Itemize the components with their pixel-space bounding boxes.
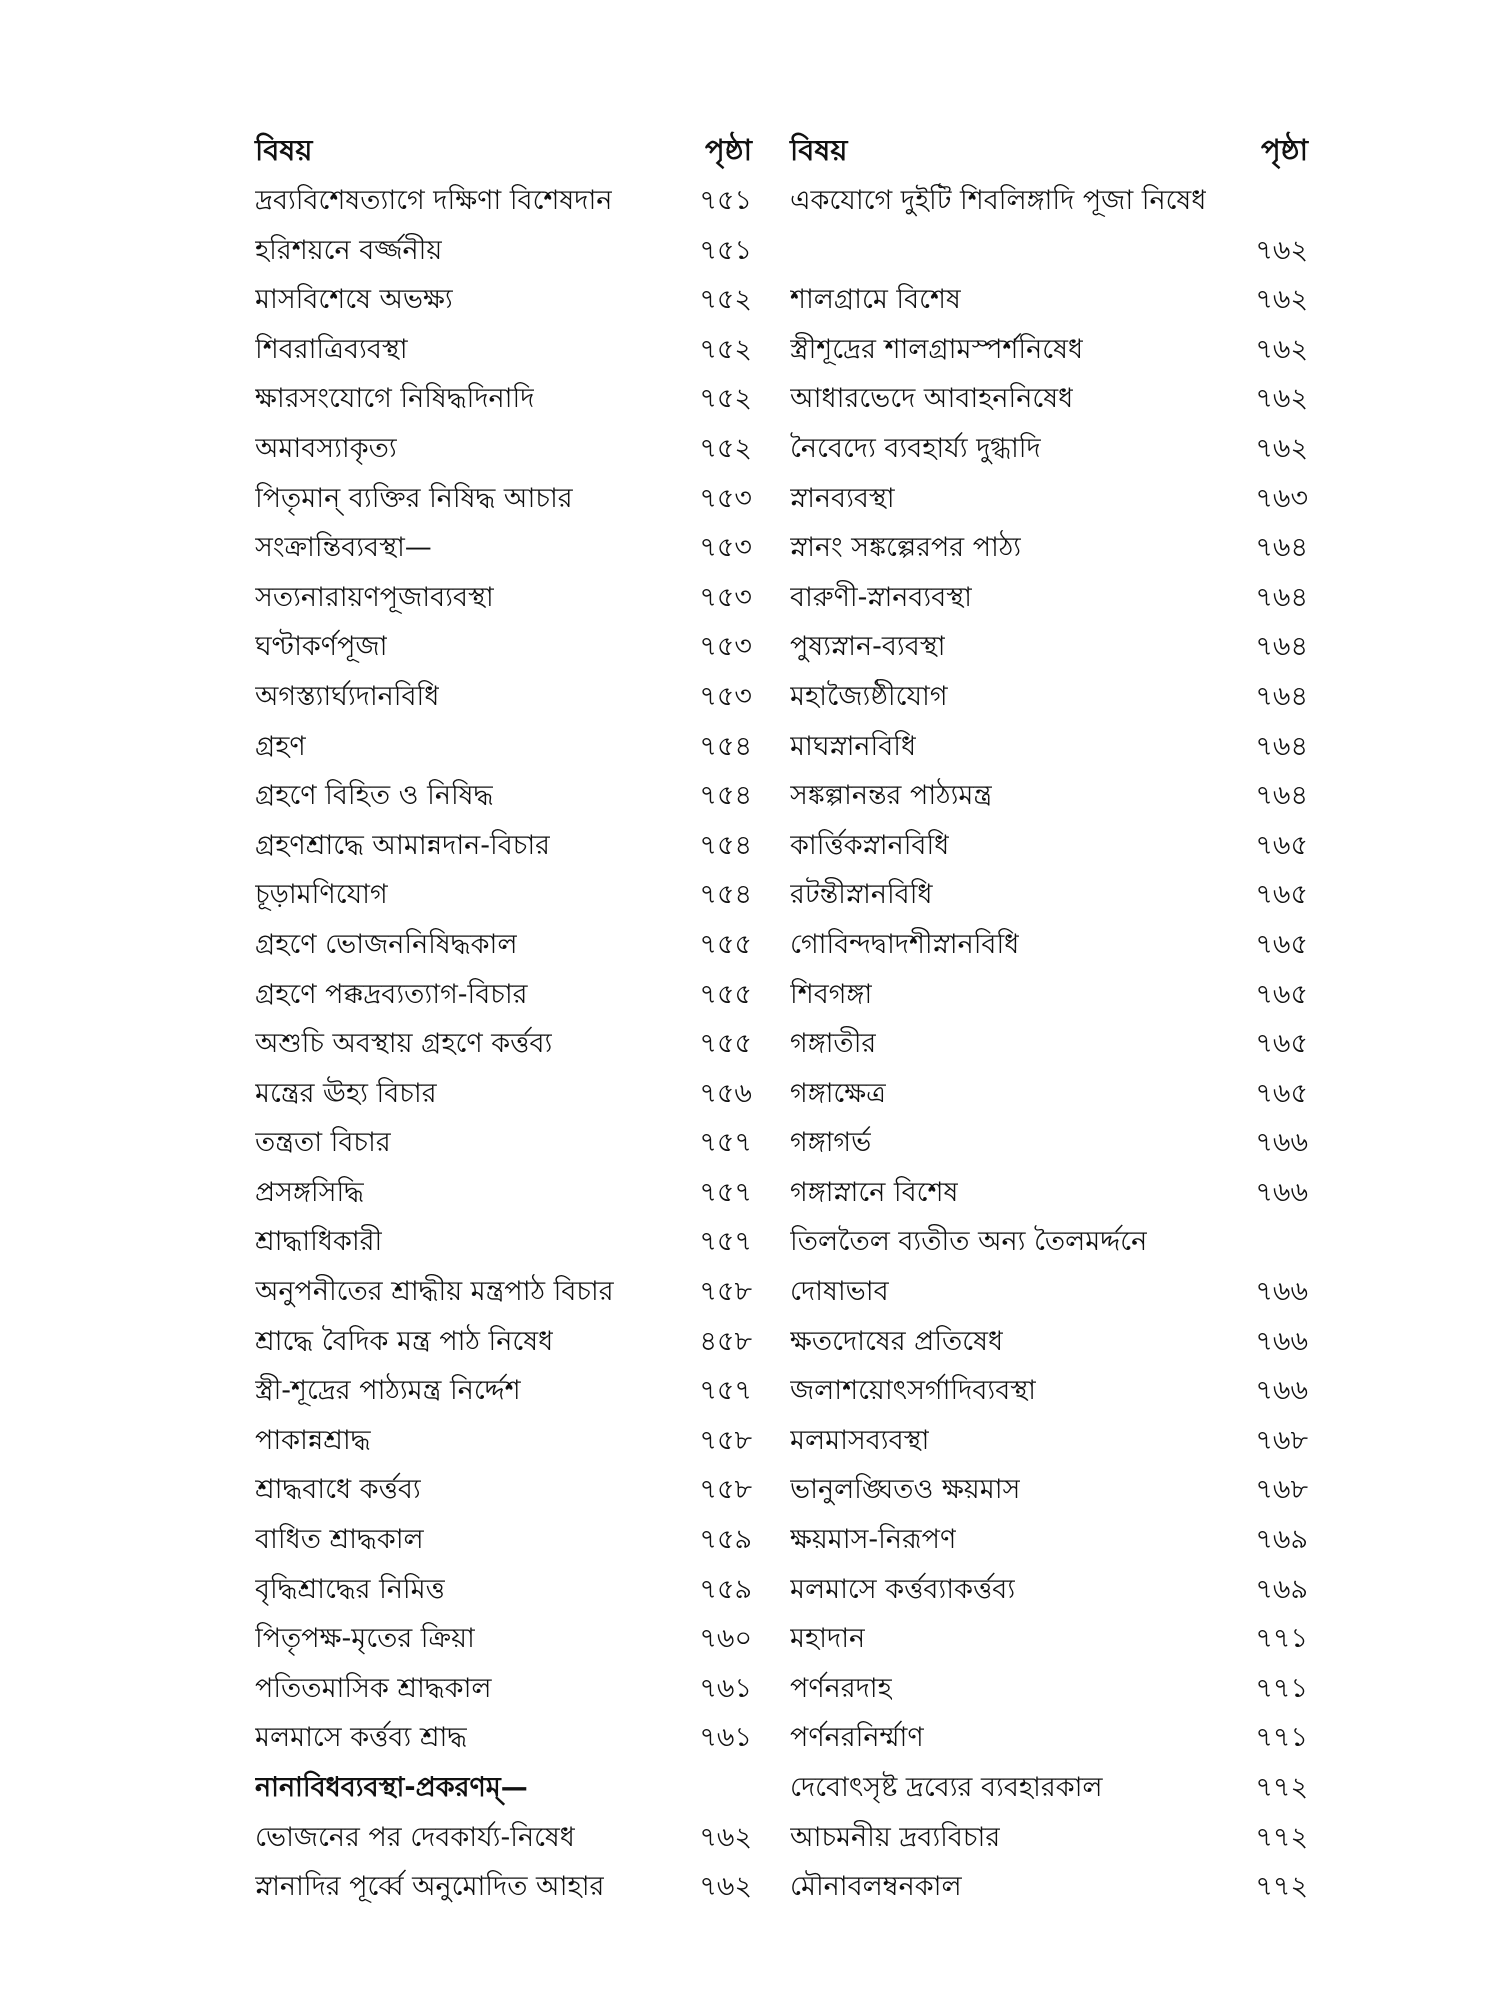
index-entry xyxy=(790,622,1308,672)
entry-topic: স্ত্রী-শূদ্রের পাঠ্যমন্ত্র নির্দ্দেশ xyxy=(255,1375,521,1407)
entry-topic: হরিশয়নে বর্জ্জনীয় xyxy=(255,234,443,266)
entry-page-number: ৭৫২ xyxy=(699,284,752,316)
entry-page-number: ৭৫৭ xyxy=(699,1176,752,1208)
left-column-header xyxy=(255,128,752,176)
index-entry xyxy=(790,226,1308,276)
entry-topic: প্রসঙ্গসিদ্ধি xyxy=(255,1176,364,1208)
entry-page-number: ৭৬৪ xyxy=(1255,631,1308,663)
entry-topic: দেবোৎসৃষ্ট দ্রব্যের ব্যবহারকাল xyxy=(790,1772,1103,1803)
index-entry xyxy=(790,1217,1308,1267)
index-entry xyxy=(255,1416,752,1466)
entry-topic: শালগ্রামে বিশেষ xyxy=(790,284,961,316)
entry-topic: অশুচি অবস্থায় গ্রহণে কর্ত্তব্য xyxy=(255,1028,553,1060)
entry-page-number: ৭৭১ xyxy=(1255,1722,1308,1754)
entry-topic: গঙ্গাস্নানে বিশেষ xyxy=(790,1176,959,1208)
entry-topic: শিবরাত্রিব্যবস্থা xyxy=(255,333,408,365)
index-entry xyxy=(790,1267,1308,1317)
entry-topic: জলাশয়োৎসর্গাদিব্যবস্থা xyxy=(790,1375,1036,1407)
right-entry-list xyxy=(790,176,1308,1912)
entry-topic: ক্ষারসংযোগে নিষিদ্ধদিনাদি xyxy=(255,383,535,415)
entry-topic: গ্রহণ xyxy=(255,730,306,762)
entry-topic: স্নানং সঙ্কল্পেরপর পাঠ্য xyxy=(790,532,1022,564)
entry-topic: গঙ্গাক্ষেত্র xyxy=(790,1077,886,1109)
index-entry xyxy=(790,771,1308,821)
entry-page-number: ৭৫৯ xyxy=(699,1524,752,1556)
entry-topic: পিতৃপক্ষ-মৃতের ক্রিয়া xyxy=(255,1623,475,1655)
entry-topic: শ্রাদ্ধবাধে কর্ত্তব্য xyxy=(255,1474,421,1506)
index-entry xyxy=(255,1614,752,1664)
entry-topic: মহাজ্যৈষ্ঠীযোগ xyxy=(790,680,948,712)
index-entry xyxy=(790,374,1308,424)
entry-page-number: ৭৫১ xyxy=(699,185,752,216)
entry-topic: নৈবেদ্যে ব্যবহার্য্য দুগ্ধাদি xyxy=(790,432,1041,464)
entry-topic: মাসবিশেষে অভক্ষ্য xyxy=(255,284,453,316)
entry-topic: ভানুলঙ্ঘিতও ক্ষয়মাস xyxy=(790,1474,1021,1506)
entry-page-number: ৭৫৭ xyxy=(699,1226,752,1258)
entry-page-number: ৭৬৪ xyxy=(1255,532,1308,564)
index-entry xyxy=(790,970,1308,1020)
entry-page-number: ৭৫৩ xyxy=(699,631,752,663)
entry-topic: গোবিন্দদ্বাদশীস্নানবিধি xyxy=(790,928,1020,960)
entry-page-number: ৭৬১ xyxy=(699,1722,752,1754)
entry-topic: মলমাসে কর্ত্তব্যাকর্ত্তব্য xyxy=(790,1573,1016,1605)
index-entry xyxy=(790,1862,1308,1912)
index-entry xyxy=(790,1019,1308,1069)
index-entry xyxy=(255,1515,752,1565)
entry-topic: ভোজনের পর দেবকার্য্য-নিষেধ xyxy=(255,1821,575,1853)
entry-topic: গ্রহণে ভোজননিষিদ্ধকাল xyxy=(255,928,518,960)
entry-page-number: ৭৬৪ xyxy=(1255,581,1308,613)
entry-topic: গঙ্গাতীর xyxy=(790,1028,877,1060)
section-heading xyxy=(255,1763,752,1813)
entry-topic: দ্রব্যবিশেষত্যাগে দক্ষিণা বিশেষদান xyxy=(255,185,613,216)
entry-page-number: ৭৬৫ xyxy=(1255,1028,1308,1060)
entry-page-number: ৭৬৫ xyxy=(1255,829,1308,861)
index-entry xyxy=(790,672,1308,722)
right-column-header xyxy=(790,128,1308,176)
entry-topic: শিবগঙ্গা xyxy=(790,978,873,1010)
entry-page-number: ৭৫২ xyxy=(699,432,752,464)
entry-topic: সত্যনারায়ণপূজাব্যবস্থা xyxy=(255,581,494,613)
entry-page-number: ৭৫৪ xyxy=(699,829,752,861)
entry-page-number: ৭৫৮ xyxy=(699,1424,752,1456)
entry-page-number: ৭৭২ xyxy=(1255,1871,1308,1903)
entry-page-number: ৭৫৩ xyxy=(699,680,752,712)
entry-page-number: ৭৭২ xyxy=(1255,1772,1308,1803)
entry-topic: মন্ত্রের ঊহ্য বিচার xyxy=(255,1077,437,1109)
index-entry xyxy=(255,226,752,276)
index-entry xyxy=(255,1713,752,1763)
index-entry xyxy=(790,1168,1308,1218)
entry-topic: আধারভেদে আবাহননিষেধ xyxy=(790,383,1074,415)
entry-page-number: ৭৬৯ xyxy=(1255,1573,1308,1605)
entry-topic: মহাদান xyxy=(790,1623,866,1655)
entry-page-number: ৭৫৪ xyxy=(699,879,752,911)
entry-page-number: ৭৬২ xyxy=(699,1821,752,1853)
entry-page-number: ৭৫৭ xyxy=(699,1375,752,1407)
entry-topic: স্নানব্যবস্থা xyxy=(790,482,895,514)
entry-topic: পাকান্নশ্রাদ্ধ xyxy=(255,1424,371,1456)
index-entry xyxy=(790,523,1308,573)
index-entry xyxy=(790,275,1308,325)
entry-topic: বারুণী-স্নানব্যবস্থা xyxy=(790,581,972,613)
entry-topic: মলমাসব্যবস্থা xyxy=(790,1424,930,1456)
entry-topic: বাধিত শ্রাদ্ধকাল xyxy=(255,1524,424,1556)
index-entry xyxy=(790,920,1308,970)
entry-page-number: ৭৬৬ xyxy=(1255,1176,1308,1208)
entry-page-number: ৭৬৪ xyxy=(1255,680,1308,712)
entry-page-number: ৭৬১ xyxy=(699,1672,752,1704)
topic-header: বিষয় xyxy=(255,133,313,167)
entry-page-number: ৭৬৫ xyxy=(1255,928,1308,960)
index-entry xyxy=(255,275,752,325)
entry-topic: তিলতৈল ব্যতীত অন্য তৈলমর্দ্দনে xyxy=(790,1226,1148,1258)
index-entry xyxy=(255,1267,752,1317)
entry-page-number: ৭৫৯ xyxy=(699,1573,752,1605)
entry-page-number: ৭৫৪ xyxy=(699,730,752,762)
entry-topic: গ্রহণশ্রাদ্ধে আমান্নদান-বিচার xyxy=(255,829,551,861)
index-entry xyxy=(790,1416,1308,1466)
entry-topic: তন্ত্রতা বিচার xyxy=(255,1127,391,1159)
entry-page-number: ৭৫৫ xyxy=(699,1028,752,1060)
index-entry xyxy=(790,1565,1308,1615)
entry-page-number: ৪৫৮ xyxy=(699,1325,752,1357)
entry-page-number: ৭৬৬ xyxy=(1255,1325,1308,1357)
index-entry xyxy=(790,573,1308,623)
entry-topic: স্ত্রীশূদ্রের শালগ্রামস্পর্শনিষেধ xyxy=(790,333,1084,365)
entry-page-number: ৭৬২ xyxy=(1255,234,1308,266)
index-entry xyxy=(790,1317,1308,1367)
entry-page-number: ৭৬৮ xyxy=(1255,1424,1308,1456)
index-entry xyxy=(255,1069,752,1119)
entry-topic: শ্রাদ্ধাধিকারী xyxy=(255,1226,383,1258)
index-entry xyxy=(790,1763,1308,1813)
index-entry xyxy=(255,374,752,424)
entry-page-number: ৭৬২ xyxy=(1255,432,1308,464)
index-entry xyxy=(255,573,752,623)
entry-page-number: ৭৫৭ xyxy=(699,1127,752,1159)
entry-topic: ক্ষতদোষের প্রতিষেধ xyxy=(790,1325,1004,1357)
index-entry xyxy=(790,1366,1308,1416)
entry-page-number: ৭৫৫ xyxy=(699,928,752,960)
entry-topic: আচমনীয় দ্রব্যবিচার xyxy=(790,1821,1001,1853)
index-entry xyxy=(790,1813,1308,1863)
entry-page-number: ৭৬২ xyxy=(699,1871,752,1903)
entry-topic: গ্রহণে বিহিত ও নিষিদ্ধ xyxy=(255,780,494,812)
entry-topic: পিতৃমান্ ব্যক্তির নিষিদ্ধ আচার xyxy=(255,482,573,514)
index-entry xyxy=(255,1366,752,1416)
index-entry xyxy=(255,1813,752,1863)
entry-topic: কার্ত্তিকস্নানবিধি xyxy=(790,829,950,861)
entry-topic: সংক্রান্তিব্যবস্থা— xyxy=(255,532,432,564)
entry-topic: মৌনাবলম্বনকাল xyxy=(790,1871,962,1903)
left-entry-list xyxy=(255,176,752,1912)
index-entry xyxy=(255,1664,752,1714)
entry-page-number: ৭৬৫ xyxy=(1255,879,1308,911)
entry-page-number: ৭৬৩ xyxy=(1255,482,1308,514)
entry-topic: মাঘস্নানবিধি xyxy=(790,730,917,762)
entry-page-number: ৭৬২ xyxy=(1255,333,1308,365)
index-entry xyxy=(790,821,1308,871)
index-entry xyxy=(255,1217,752,1267)
entry-topic: ক্ষয়মাস-নিরূপণ xyxy=(790,1524,957,1556)
index-entry xyxy=(255,325,752,375)
index-entry xyxy=(790,474,1308,524)
entry-page-number: ৭৬৫ xyxy=(1255,978,1308,1010)
entry-page-number: ৭৬৯ xyxy=(1255,1524,1308,1556)
entry-page-number: ৭৫৩ xyxy=(699,581,752,613)
entry-topic: রটন্তীস্নানবিধি xyxy=(790,879,933,911)
entry-topic: গঙ্গাগর্ভ xyxy=(790,1127,872,1159)
index-entry xyxy=(790,1664,1308,1714)
index-entry xyxy=(255,1565,752,1615)
index-entry xyxy=(790,870,1308,920)
left-column xyxy=(255,128,752,1912)
index-entry xyxy=(255,176,752,226)
index-entry xyxy=(255,474,752,524)
entry-page-number: ৭৬৬ xyxy=(1255,1276,1308,1308)
index-entry xyxy=(790,1069,1308,1119)
entry-page-number: ৭৬৬ xyxy=(1255,1127,1308,1159)
entry-page-number: ৭৬৪ xyxy=(1255,730,1308,762)
entry-topic: অনুপনীতের শ্রাদ্ধীয় মন্ত্রপাঠ বিচার xyxy=(255,1276,614,1308)
entry-topic: স্নানাদির পূর্ব্বে অনুমোদিত আহার xyxy=(255,1871,605,1903)
entry-page-number: ৭৬৬ xyxy=(1255,1375,1308,1407)
topic-header: বিষয় xyxy=(790,133,848,167)
entry-topic: গ্রহণে পক্কদ্রব্যত্যাগ-বিচার xyxy=(255,978,528,1010)
index-entry xyxy=(790,1614,1308,1664)
entry-page-number: ৭৫৩ xyxy=(699,532,752,564)
entry-topic: অমাবস্যাকৃত্য xyxy=(255,432,397,464)
index-entry xyxy=(255,1317,752,1367)
index-entry xyxy=(790,424,1308,474)
index-entry xyxy=(790,176,1308,226)
entry-topic: বৃদ্ধিশ্রাদ্ধের নিমিত্ত xyxy=(255,1573,445,1605)
right-column xyxy=(790,128,1308,1912)
index-entry xyxy=(790,1465,1308,1515)
entry-page-number: ৭৬০ xyxy=(699,1623,752,1655)
index-entry xyxy=(790,1118,1308,1168)
index-entry xyxy=(255,672,752,722)
index-entry xyxy=(255,622,752,672)
entry-page-number: ৭৬৫ xyxy=(1255,1077,1308,1109)
entry-topic: ঘণ্টাকর্ণপূজা xyxy=(255,631,388,663)
entry-page-number: ৭৫৬ xyxy=(699,1077,752,1109)
index-entry xyxy=(255,1168,752,1218)
entry-topic: পর্ণনরনির্ম্মাণ xyxy=(790,1722,924,1754)
entry-topic: পতিতমাসিক শ্রাদ্ধকাল xyxy=(255,1672,492,1704)
index-entry xyxy=(255,970,752,1020)
entry-page-number: ৭৭১ xyxy=(1255,1672,1308,1704)
entry-page-number: ৭৭১ xyxy=(1255,1623,1308,1655)
index-entry xyxy=(255,424,752,474)
entry-page-number: ৭৫২ xyxy=(699,333,752,365)
entry-page-number: ৭৬৮ xyxy=(1255,1474,1308,1506)
index-entry xyxy=(255,870,752,920)
entry-page-number: ৭৬২ xyxy=(1255,383,1308,415)
entry-page-number: ৭৫১ xyxy=(699,234,752,266)
entry-page-number: ৭৫৮ xyxy=(699,1276,752,1308)
entry-page-number: ৭৫৮ xyxy=(699,1474,752,1506)
entry-page-number: ৭৫৩ xyxy=(699,482,752,514)
entry-topic: পর্ণনরদাহ xyxy=(790,1672,892,1704)
index-entry xyxy=(255,722,752,772)
page-header: পৃষ্ঠা xyxy=(705,133,752,167)
entry-page-number: ৭৫২ xyxy=(699,383,752,415)
entry-topic: পুষ্যস্নান-ব্যবস্থা xyxy=(790,631,946,663)
entry-topic: দোষাভাব xyxy=(790,1276,889,1308)
index-entry xyxy=(790,722,1308,772)
entry-topic: শ্রাদ্ধে বৈদিক মন্ত্র পাঠ নিষেধ xyxy=(255,1325,554,1357)
index-entry xyxy=(255,1118,752,1168)
index-entry xyxy=(790,325,1308,375)
index-entry xyxy=(255,1019,752,1069)
index-entry xyxy=(790,1713,1308,1763)
index-entry xyxy=(790,1515,1308,1565)
entry-topic: চূড়ামণিযোগ xyxy=(255,879,388,911)
index-entry xyxy=(255,920,752,970)
entry-page-number: ৭৭২ xyxy=(1255,1821,1308,1853)
index-entry xyxy=(255,821,752,871)
entry-page-number: ৭৫৪ xyxy=(699,780,752,812)
index-entry xyxy=(255,771,752,821)
entry-page-number: ৭৬২ xyxy=(1255,284,1308,316)
entry-topic: সঙ্কল্পানন্তর পাঠ্যমন্ত্র xyxy=(790,780,993,812)
entry-page-number: ৭৫৫ xyxy=(699,978,752,1010)
index-entry xyxy=(255,1862,752,1912)
entry-topic: নানাবিধব্যবস্থা-প্রকরণম্— xyxy=(255,1772,528,1803)
entry-topic: মলমাসে কর্ত্তব্য শ্রাদ্ধ xyxy=(255,1722,468,1754)
index-entry xyxy=(255,523,752,573)
index-entry xyxy=(255,1465,752,1515)
entry-page-number: ৭৬৪ xyxy=(1255,780,1308,812)
page-header: পৃষ্ঠা xyxy=(1261,133,1308,167)
entry-topic: অগস্ত্যার্ঘ্যদানবিধি xyxy=(255,680,440,712)
entry-topic: একযোগে দুইটি শিবলিঙ্গাদি পূজা নিষেধ xyxy=(790,185,1207,216)
